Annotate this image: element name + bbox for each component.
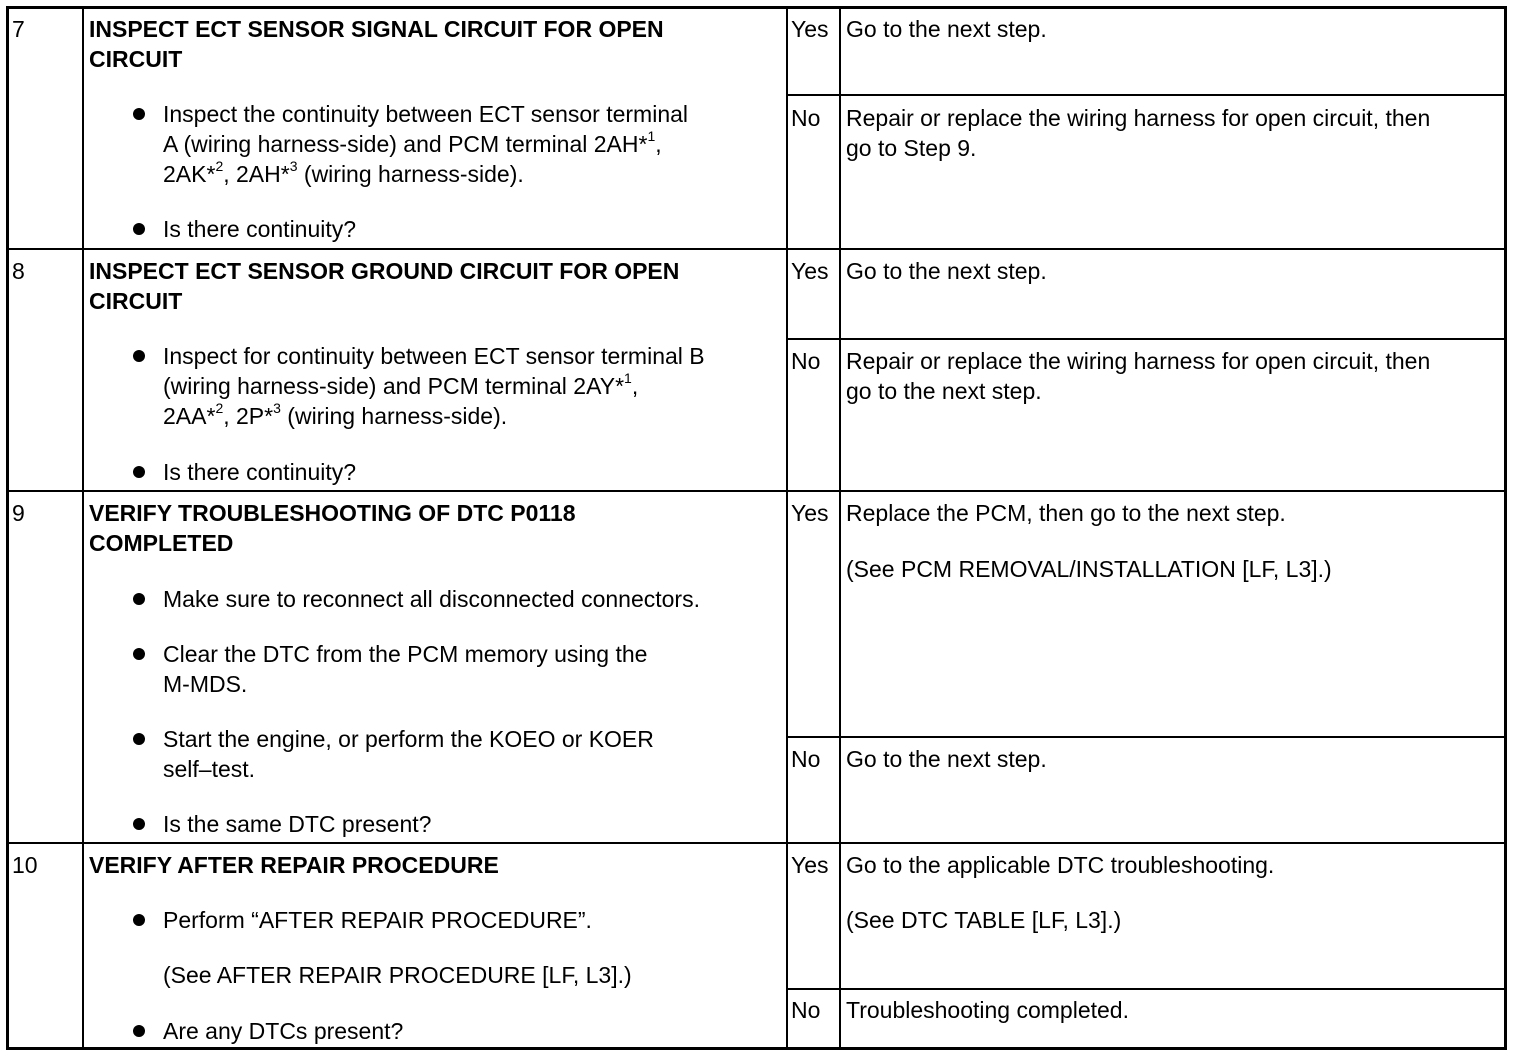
no-action: Repair or replace the wiring harness for open circuit, then: [846, 105, 1431, 131]
yes-action: Go to the next step.: [846, 16, 1047, 42]
no-label: No: [791, 348, 821, 374]
bullet-icon: [133, 1025, 145, 1037]
yes-action: Go to the next step.: [846, 258, 1047, 284]
footnote-marker: 2: [215, 158, 224, 175]
step-number: 10: [12, 852, 38, 878]
step-number: 8: [12, 258, 25, 284]
step-title: INSPECT ECT SENSOR GROUND CIRCUIT FOR OPEN: [89, 258, 680, 284]
no-label: No: [791, 997, 821, 1023]
bullet-icon: [133, 914, 145, 926]
step-title: CIRCUIT: [89, 288, 183, 314]
step-number: 7: [12, 16, 25, 42]
footnote-marker: 3: [273, 400, 281, 417]
no-action: Repair or replace the wiring harness for open circuit, then: [846, 348, 1431, 374]
no-label: No: [791, 105, 821, 131]
step-title: VERIFY AFTER REPAIR PROCEDURE: [89, 852, 499, 878]
bullet-icon: [133, 818, 145, 830]
no-action: Troubleshooting completed.: [846, 997, 1129, 1023]
step-title: VERIFY TROUBLESHOOTING OF DTC P0118: [89, 500, 576, 526]
yes-reference: (See DTC TABLE [LF, L3].): [846, 907, 1122, 933]
bullet-icon: [133, 350, 145, 362]
bullet-text: Inspect for continuity between ECT sensor terminal B: [163, 343, 705, 369]
yes-no-divider-10: [786, 988, 1506, 990]
bullet-icon: [133, 593, 145, 605]
step-title: COMPLETED: [89, 530, 234, 556]
yes-action: Go to the applicable DTC troubleshooting.: [846, 852, 1275, 878]
row-divider-8-9: [7, 490, 1506, 492]
bullet-text: M-MDS.: [163, 671, 248, 697]
bullet-text: Make sure to reconnect all disconnected connectors.: [163, 586, 700, 612]
bullet-icon: [133, 108, 145, 120]
yes-label: Yes: [791, 500, 829, 526]
yes-label: Yes: [791, 16, 829, 42]
yes-reference: (See PCM REMOVAL/INSTALLATION [LF, L3].): [846, 556, 1332, 582]
bullet-text: Start the engine, or perform the KOEO or KOER: [163, 726, 654, 752]
col-divider-action: [786, 7, 788, 1049]
bullet-text: (wiring harness-side) and PCM terminal 2AY*$^1$,: [163, 370, 639, 399]
row-divider-9-10: [7, 842, 1506, 844]
bullet-icon: [133, 733, 145, 745]
footnote-marker: 1: [647, 128, 656, 145]
yes-no-divider-8: [786, 338, 1506, 340]
bullet-text: self–test.: [163, 756, 256, 782]
col-divider-result: [839, 7, 841, 1049]
no-label: No: [791, 746, 821, 772]
bullet-text: Is there continuity?: [163, 216, 357, 242]
bullet-text: 2AA*$^2$, 2P*$^3$ (wiring harness-side).: [163, 400, 508, 429]
bullet-text: Is there continuity?: [163, 459, 357, 485]
footnote-marker: 3: [289, 158, 298, 175]
bullet-icon: [133, 466, 145, 478]
yes-no-divider-7: [786, 94, 1506, 96]
procedure-reference: (See AFTER REPAIR PROCEDURE [LF, L3].): [163, 962, 632, 988]
bullet-icon: [133, 223, 145, 235]
bullet-text: Is the same DTC present?: [163, 811, 432, 837]
bullet-text: 2AK*$^2$, 2AH*$^3$ (wiring harness-side).: [163, 158, 524, 187]
yes-action: Replace the PCM, then go to the next step.: [846, 500, 1286, 526]
step-number: 9: [12, 500, 25, 526]
no-action: go to Step 9.: [846, 135, 977, 161]
yes-label: Yes: [791, 258, 829, 284]
no-action: go to the next step.: [846, 378, 1042, 404]
bullet-text: Perform “AFTER REPAIR PROCEDURE”.: [163, 907, 592, 933]
bullet-text: Are any DTCs present?: [163, 1018, 404, 1044]
yes-label: Yes: [791, 852, 829, 878]
yes-no-divider-9: [786, 736, 1506, 738]
col-divider-step: [82, 7, 84, 1049]
bullet-text: Clear the DTC from the PCM memory using the: [163, 641, 648, 667]
bullet-icon: [133, 648, 145, 660]
no-action: Go to the next step.: [846, 746, 1047, 772]
bullet-text: Inspect the continuity between ECT sensor terminal: [163, 101, 689, 127]
step-title: CIRCUIT: [89, 46, 183, 72]
footnote-marker: 2: [215, 400, 224, 417]
footnote-marker: 1: [624, 370, 632, 387]
row-divider-7-8: [7, 248, 1506, 250]
bullet-text: A (wiring harness-side) and PCM terminal 2AH*$^1$,: [163, 128, 662, 157]
step-title: INSPECT ECT SENSOR SIGNAL CIRCUIT FOR OPEN: [89, 16, 664, 42]
